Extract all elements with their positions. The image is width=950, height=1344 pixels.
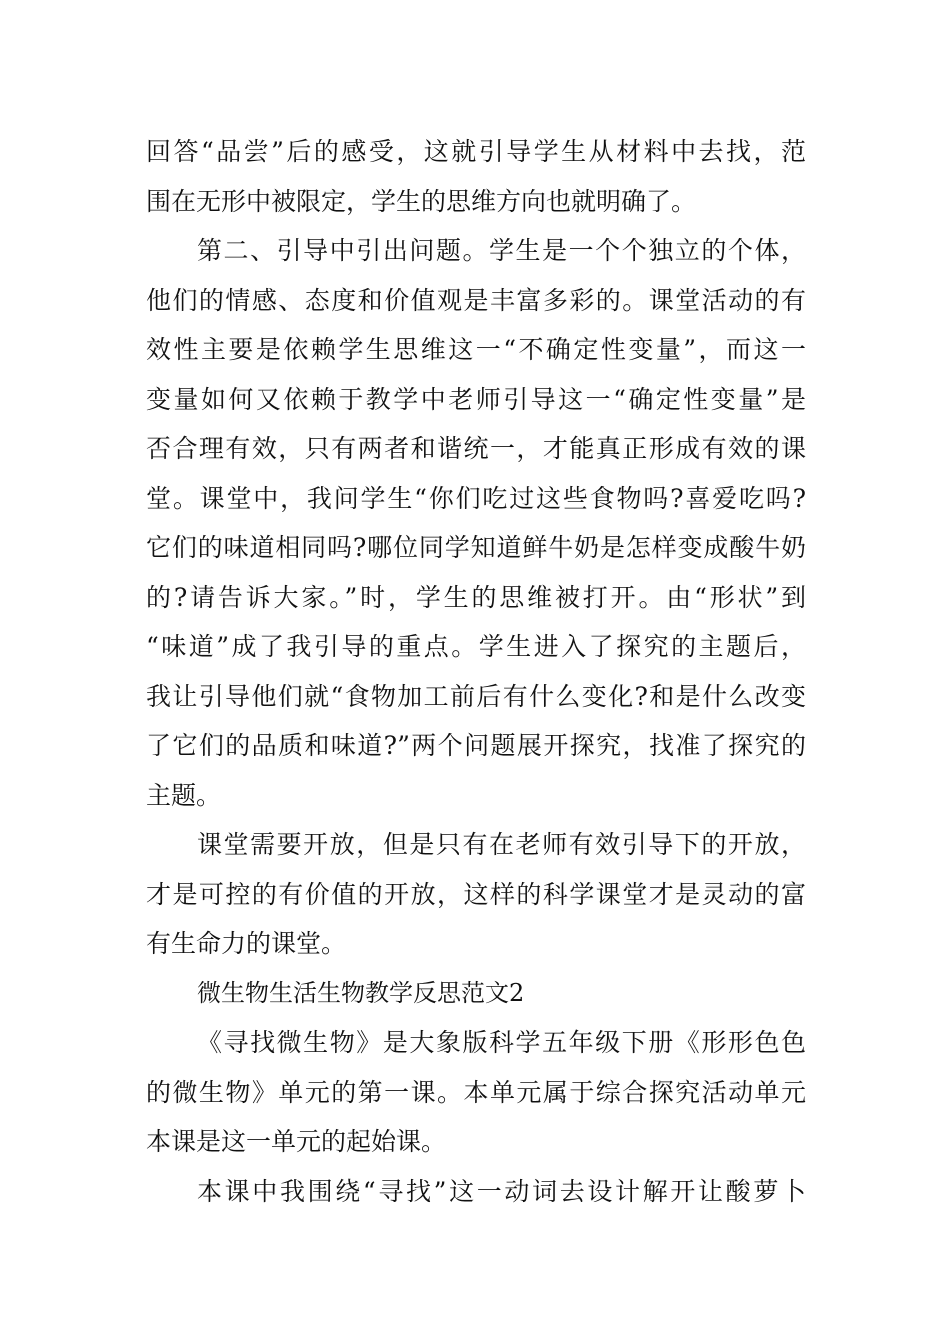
paragraph xyxy=(146,820,806,969)
text-line: “味道”成了我引导的重点。学生进入了探究的主题后， xyxy=(146,632,806,661)
document-body xyxy=(146,127,806,1216)
text-line: 本课中我围绕“寻找”这一动词去设计解开让酸萝卜 xyxy=(197,1176,806,1206)
paragraph xyxy=(146,1018,806,1167)
text-line: 本课是这一单元的起始课。 xyxy=(146,1127,447,1156)
paragraph xyxy=(146,1167,806,1217)
text-line: 的微生物》单元的第一课。本单元属于综合探究活动单元 xyxy=(146,1077,806,1107)
text-line: 有生命力的课堂。 xyxy=(146,929,347,958)
text-line: 效性主要是依赖学生思维这一“不确定性变量”，而这一 xyxy=(146,335,806,364)
paragraph xyxy=(146,127,806,226)
paragraph xyxy=(146,226,806,820)
text-line: 《寻找微生物》是大象版科学五年级下册《形形色色 xyxy=(197,1028,806,1057)
text-line: 否合理有效，只有两者和谐统一，才能真正形成有效的课 xyxy=(146,434,806,463)
text-line: 才是可控的有价值的开放，这样的科学课堂才是灵动的富 xyxy=(146,879,806,909)
text-line: 的?请告诉大家。”时，学生的思维被打开。由“形状”到 xyxy=(146,582,806,612)
text-line: 它们的味道相同吗?哪位同学知道鲜牛奶是怎样变成酸牛奶 xyxy=(146,533,806,562)
text-line: 围在无形中被限定，学生的思维方向也就明确了。 xyxy=(146,186,697,216)
text-line: 主题。 xyxy=(146,780,222,810)
text-line: 回答“品尝”后的感受，这就引导学生从材料中去找，范 xyxy=(146,137,806,166)
section-heading: 微生物生活生物教学反思范文2 xyxy=(197,978,525,1007)
text-line: 他们的情感、态度和价值观是丰富多彩的。课堂活动的有 xyxy=(146,285,806,315)
text-line: 堂。课堂中，我问学生“你们吃过这些食物吗?喜爱吃吗? xyxy=(146,483,806,513)
text-line: 第二、引导中引出问题。学生是一个个独立的个体， xyxy=(197,236,806,265)
text-line: 了它们的品质和味道?”两个问题展开探究，找准了探究的 xyxy=(146,731,806,760)
text-line: 变量如何又依赖于教学中老师引导这一“确定性变量”是 xyxy=(146,384,806,414)
text-line: 课堂需要开放，但是只有在老师有效引导下的开放， xyxy=(197,830,806,859)
text-line: 我让引导他们就“食物加工前后有什么变化?和是什么改变 xyxy=(146,681,806,711)
